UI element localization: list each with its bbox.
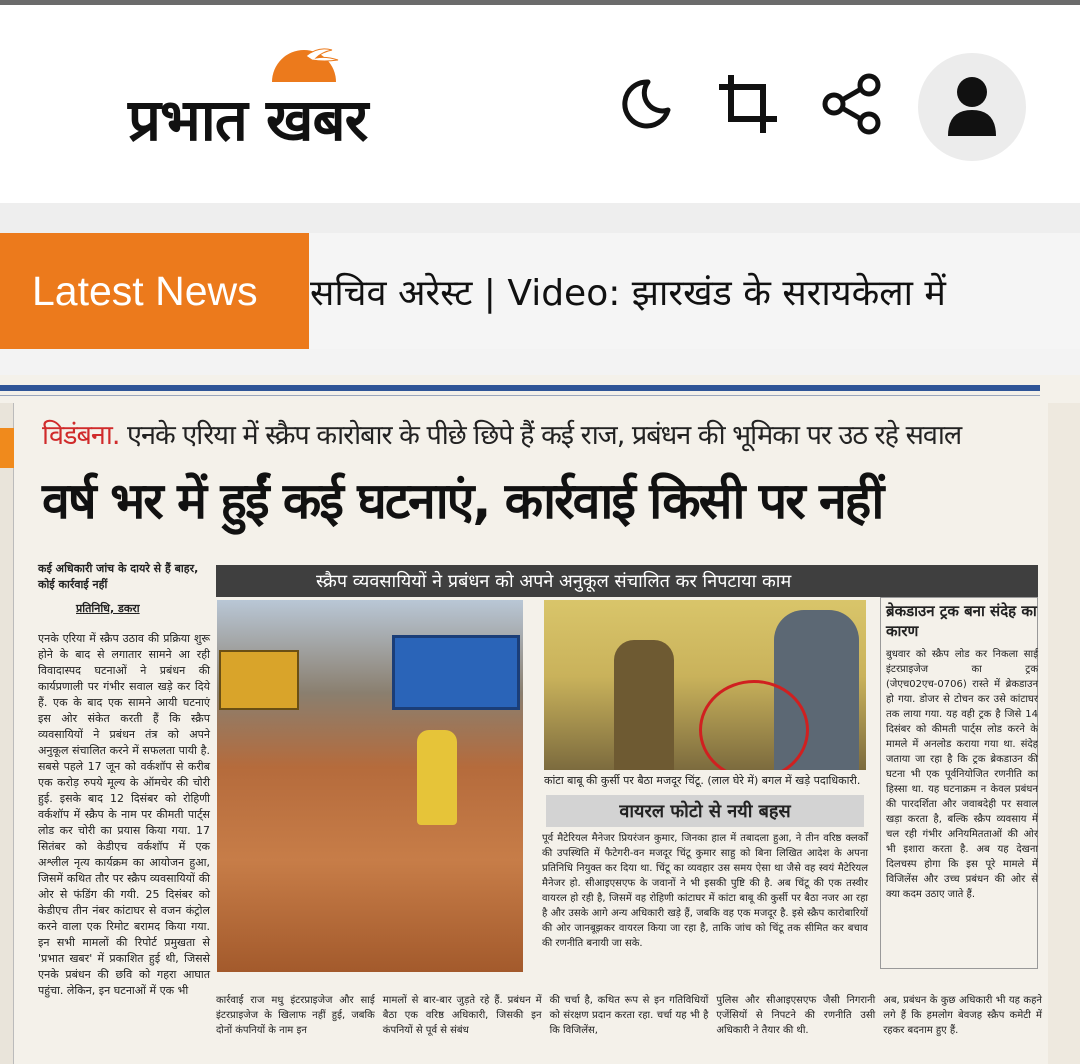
section-banner: स्क्रैप व्यवसायियों ने प्रबंधन को अपने अनुकूल संचालित कर निपटाया काम — [216, 565, 1038, 597]
sun-bird-logo-icon — [266, 42, 344, 82]
sub-headline: वायरल फोटो से नयी बहस — [546, 795, 864, 827]
left-column — [38, 561, 210, 999]
viral-photo — [544, 600, 866, 770]
user-avatar-icon — [944, 76, 1000, 138]
page-rule-thin — [0, 395, 1040, 396]
photo-caption: कांटा बाबू की कुर्सी पर बैठा मजदूर चिंटू. (लाल घेरे में) बगल में खड़े पदाधिकारी. — [544, 774, 861, 787]
bottom-column: की चर्चा है, कथित रूप से इन गतिविधियों को संरक्षण प्रदान करता रहा. चर्चा यह भी है कि विजिलेंस, — [549, 995, 709, 1036]
sidebar-body: बुधवार को स्क्रैप लोड कर निकला साई इंटरप्राइजेज का ट्रक (जेएच02एच-0706) रास्ते में ब्रेकडाउन हो गया. डोजर से टोचन कर उसे कांटाघर तक लाया गया. यह वही ट्रक है जिसे 14 दिसंबर को कीमती पार्ट्स लोड करने के मामले में अनलोड कराया गया था. संदेह जताया जा रहा है कि ट्रक ब्रेकडाउन की घटना भी एक पूर्वनियोजित रणनीति का हिस्सा था. यह घटनाक्रम न केवल प्रबंधन की पारदर्शिता और जवाबदेही पर सवाल खड़ा करता है, बल्कि स्क्रैप व्यवसाय में चल रही गंभीर अनियमितताओं की ओर भी इशारा करता है. अब यह देखना दिलचस्प होगा कि इस पूरे मामले में विजिलेंस और उच्च प्रबंधन की ओर से क्या कदम उठाए जाते हैं. — [886, 649, 1038, 900]
middle-column-body: पूर्व मैटेरियल मैनेजर प्रियरंजन कुमार, जिनका हाल में तबादला हुआ, ने तीन वरिष्ठ क्लर्कों की उपस्थिति में फैटेगरी-वन मजदूर चिंटू कुमार साहु को बिना लिखित आदेश के अपना प्रतिनिधि नियुक्त कर दिया था. चिंटू का व्यवहार उस समय ऐसा था जैसे वह स्वयं मैटेरियल मैनेजर हो. सीआइएसएफ के जवानों ने भी इसकी पुष्टि की है. अब चिंटू की एक तस्वीर वायरल हो रही है, जिसमें वह रोहिणी कांटाघर में कांटा बाबू की कुर्सी पर बैठा नजर आ रहा है और उसके आगे अन्य अधिकारी खड़े हैं, जबकि वह एक मजदूर है. इसे स्क्रैप कारोबारियों की ओर जानबूझकर वायरल किया जा रहा है, ताकि जांच को चिंटू तक सीमित कर बचाव की रणनीति बनायी जा सके. — [542, 833, 868, 949]
red-circle-highlight — [699, 680, 809, 770]
bottom-column: कार्रवाई राज मधु इंटरप्राइजेज और साई इंटरप्राइजेज के खिलाफ नहीं हुई, जबकि दोनों कंपनियों के नाम इन — [216, 995, 375, 1036]
scrap-yard-photo — [217, 600, 523, 972]
app-header — [0, 5, 1080, 203]
kicker-text: एनके एरिया में स्क्रैप कारोबार के पीछे छिपे हैं कई राज, प्रबंधन की भूमिका पर उठ रहे सवाल — [127, 420, 962, 451]
right-sidebar-box — [886, 601, 1038, 902]
dark-mode-button[interactable] — [612, 70, 680, 138]
bottom-column: मामलों से बार-बार जुड़ते रहे हैं. प्रबंधन में बैठा एक वरिष्ठ अधिकारी, जिसकी इन कंपनियों से पूर्व से संबंध — [382, 995, 542, 1036]
newspaper-clipping-image — [0, 375, 1080, 1064]
kicker-tag: विडंबना. — [42, 420, 120, 451]
side-highlight: कई अधिकारी जांच के दायरे से हैं बाहर, कोई कार्रवाई नहीं — [38, 562, 199, 591]
latest-news-ticker[interactable] — [0, 233, 1080, 349]
bottom-columns — [216, 993, 1042, 1038]
crop-icon — [717, 73, 779, 135]
brand-logo[interactable] — [128, 40, 508, 155]
logo-wordmark: प्रभात खबर — [128, 86, 368, 154]
bottom-column: पुलिस और सीआइएसएफ जैसी निगरानी एजेंसियों से निपटने की रणनीति उसी अधिकारी ने तैयार की थी. — [716, 995, 876, 1036]
section-gap — [0, 349, 1080, 375]
bottom-column: अब, प्रबंधन के कुछ अधिकारी भी यह कहने लगे हैं कि हमलोग बेवजह स्क्रैप कमेटी में रहकर बदनाम हुए हैं. — [883, 995, 1042, 1036]
page-rule — [0, 385, 1040, 391]
adjacent-column-strip — [0, 403, 14, 1064]
ticker-headline[interactable]: सचिव अरेस्ट | Video: झारखंड के सरायकेला में — [310, 272, 946, 314]
section-gap — [0, 203, 1080, 233]
share-icon — [821, 73, 883, 135]
sidebar-headline: ब्रेकडाउन ट्रक बना संदेह का कारण — [886, 602, 1037, 640]
article-headline: वर्ष भर में हुईं कई घटनाएं, कार्रवाई किसी पर नहीं — [42, 472, 883, 530]
page-margin — [1048, 403, 1080, 1064]
crop-button[interactable] — [714, 70, 782, 138]
left-column-body: एनके एरिया में स्क्रैप उठाव की प्रक्रिया शुरू होने के बाद से लगातार सामने आ रही विवादास्पद घटनाओं ने प्रबंधन की कार्यप्रणाली पर गंभीर सवाल खड़े कर दिये हैं. एक के बाद एक सामने आयी घटनाएं इस ओर संकेत करती हैं कि स्क्रैप व्यवसायियों ने प्रबंधन तंत्र को अपने अनुकूल संचालित करने में सफलता पायी है. सबसे पहले 17 जून को वर्कशॉप से करीब एक करोड़ रुपये मूल्य के ऑमचेर की चोरी हुई. इसके बाद 12 दिसंबर को रोहिणी वर्कशॉप में स्क्रैप के नाम पर कीमती पार्ट्स लोड कर चोरी का प्रयास किया गया. 17 सितंबर को केडीएच वर्कशॉप में एक अश्लील नृत्य कार्यक्रम का आयोजन हुआ, जिसमें कथित तौर पर स्क्रैप व्यवसायियों की ओर से फंडिंग की गयी. 25 दिसंबर को केडीएच तीन नंबर कांटाघर से वजन कंट्रोल करने वाला एक रिमोट बरामद किया गया. इन सभी मामलों की रिपोर्ट प्रमुखता से 'प्रभात खबर' में प्रकाशित हुई थी, जिससे एनके प्रबंधन की छवि को गहरा आघात पहुंचा. लेकिन, इन घटनाओं में एक भी — [38, 632, 210, 997]
latest-news-label: Latest News — [0, 233, 309, 349]
share-button[interactable] — [818, 70, 886, 138]
article-kicker — [42, 415, 961, 452]
moon-icon — [618, 76, 674, 132]
profile-button[interactable] — [918, 53, 1026, 161]
byline: प्रतिनिधि, डकरा — [76, 602, 140, 615]
